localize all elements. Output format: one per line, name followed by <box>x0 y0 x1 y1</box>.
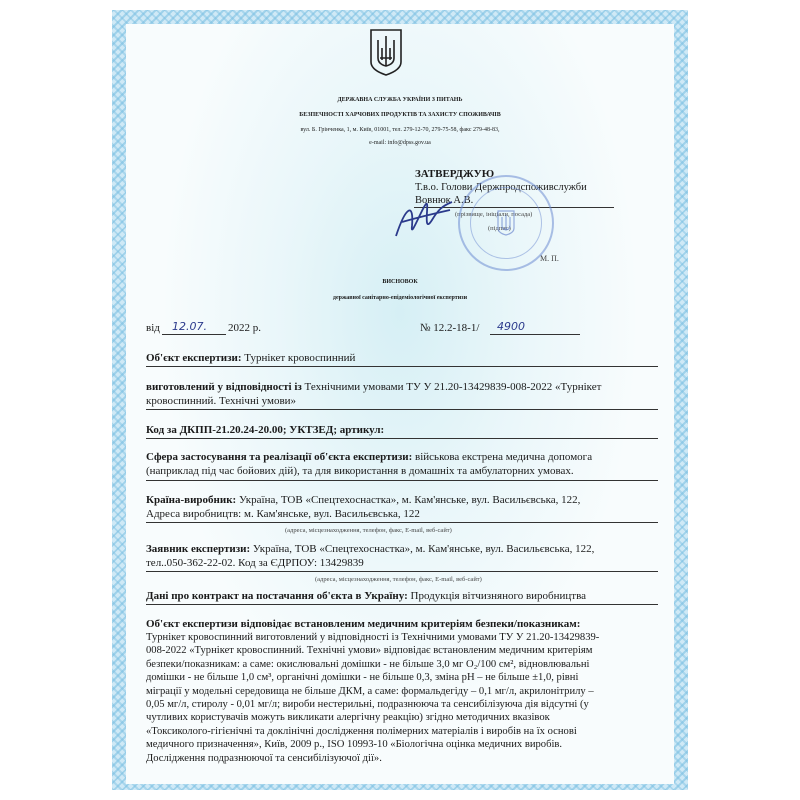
object-value: Турнікет кровоспинний <box>244 352 356 364</box>
approval-title: ЗАТВЕРДЖУЮ <box>415 168 495 180</box>
country-label: Країна-виробник: <box>146 494 237 506</box>
object-field <box>146 352 355 365</box>
country-field <box>146 494 580 507</box>
compliance-line: медичного призначення», Київ, 2009 р., ISO 10993-10 «Біологічна оцінка медичних виробів. <box>146 739 563 751</box>
seal-trident-icon <box>496 210 516 236</box>
contract-label: Дані про контракт на постачання об'єкта в Україну: <box>146 590 408 602</box>
signature-icon <box>392 196 456 246</box>
scope-field <box>146 451 592 464</box>
country-note: (адреса, місцезнаходження, телефон, факс, E-mail, веб-сайт) <box>285 527 452 534</box>
agency-address: вул. Б. Грінченка, 1, м. Київ, 01001, тел. 279-12-70, 279-75-58, факс 279-48-83, <box>300 127 500 133</box>
contract-line <box>146 604 658 605</box>
applicant-field <box>146 543 594 556</box>
compliance-line: міграції у модельні середовища не більше ДКМ, а саме: формальдегіду – 0,1 мг/л, акрилонітрилу – <box>146 685 594 697</box>
compliance-line: Дослідження подразнюючої та сенсибілізуючої дії». <box>146 752 382 764</box>
approval-name: Вовнюк А.В. <box>415 195 474 206</box>
number-line <box>490 334 580 335</box>
code-line <box>146 438 658 439</box>
scope-value-2: (наприклад під час бойових дій), та для використання в домашніх та амбулаторних умовах. <box>146 465 574 477</box>
compliance-line: домішки - не більше 1,0 см³, органічні домішки - не більше 0,3, зміна pH – не більше ±1,0, рівні <box>146 672 579 684</box>
scope-label: Сфера застосування та реалізації об'єкта експертизи: <box>146 451 413 463</box>
applicant-value-2: тел..050-362-22-02. Код за ЄДРПОУ: 13429839 <box>146 557 364 569</box>
compliance-line: «Токсиколого-гігієнічні та доклінічні дослідження полімерних матеріалів і виробів на їх основі <box>146 725 577 737</box>
scope-line <box>146 480 658 481</box>
date-handwritten: 12.07. <box>172 320 207 333</box>
compliance-line: чутливих користувачів можуть викликати алергічну реакцію) згідно методичних вказівок <box>146 712 550 724</box>
agency-name-line1: ДЕРЖАВНА СЛУЖБА УКРАЇНИ З ПИТАНЬ <box>337 97 463 103</box>
compliance-title: Об'єкт експертизи відповідає встановленим медичним критеріям безпеки/показникам: <box>146 618 581 630</box>
applicant-value-1: Україна, ТОВ «Спецтехоснастка», м. Кам'янське, вул. Васильєвська, 122, <box>252 543 595 555</box>
date-line <box>162 334 226 335</box>
agency-email: e-mail: info@dpss.gov.ua <box>369 140 431 146</box>
object-label: Об'єкт експертизи: <box>146 352 242 364</box>
country-line <box>146 522 658 523</box>
made-value-2: кровоспинний. Технічні умови» <box>146 395 297 407</box>
made-value-1: Технічними умовами ТУ У 21.20-13429839-008-2022 «Турнікет <box>304 381 602 393</box>
country-value-1: Україна, ТОВ «Спецтехоснастка», м. Кам'янське, вул. Васильєвська, 122, <box>238 494 581 506</box>
doc-title: ВИСНОВОК <box>382 279 418 285</box>
trident-emblem-icon <box>368 28 404 76</box>
applicant-line <box>146 571 658 572</box>
compliance-text <box>146 631 658 765</box>
code-field: Код за ДКПП-21.20.24-20.00; УКТЗЕД; артикул: <box>146 424 385 436</box>
agency-name-line2: БЕЗПЕЧНОСТІ ХАРЧОВИХ ПРОДУКТІВ ТА ЗАХИСТУ СПОЖИВАЧІВ <box>299 112 501 118</box>
applicant-note: (адреса, місцезнаходження, телефон, факс, E-mail, веб-сайт) <box>315 576 482 583</box>
made-label: виготовлений у відповідності із <box>146 381 302 393</box>
compliance-line: 0,05 мг/л, стиролу - 0,01 мг/л; вироби нестерильні, подразнююча та сенсибілізуюча дія відсутні (у <box>146 699 589 711</box>
approval-note-1: (прізвище, ініціали, посада) <box>455 211 533 218</box>
approval-note-2: (підпис) <box>488 225 511 232</box>
made-line <box>146 409 658 410</box>
made-field <box>146 381 601 394</box>
doc-subtitle: державної санітарно-епідеміологічної експертизи <box>332 295 468 301</box>
contract-field <box>146 590 586 603</box>
compliance-line: безпеки/показникам: а саме: окислювальні домішки - не більше 3,0 мг O₂/100 см², відновлювальні <box>146 658 590 670</box>
date-prefix: від <box>146 322 160 334</box>
number-prefix: № 12.2-18-1/ <box>420 322 480 334</box>
compliance-line: Турнікет кровоспинний виготовлений у відповідності із Технічними умовами ТУ У 21.20-13429839- <box>146 632 600 643</box>
object-line <box>146 366 658 367</box>
country-value-2: Адреса виробництв: м. Кам'янське, вул. Васильєвська, 122 <box>146 508 420 520</box>
number-handwritten: 4900 <box>497 320 525 333</box>
applicant-label: Заявник експертизи: <box>146 543 251 555</box>
compliance-line: 008-2022 «Турнікет кровоспинний. Технічні умови» відповідає встановленим медичним критеріям <box>146 645 593 657</box>
approval-position: Т.в.о. Голови Держпродспоживслужби <box>415 182 587 193</box>
date-suffix: 2022 р. <box>228 322 261 334</box>
scope-value-1: військова екстрена медична допомога <box>415 451 593 463</box>
seal-place-mark: М. П. <box>540 254 559 263</box>
contract-value: Продукція вітчизняного виробництва <box>410 590 587 602</box>
